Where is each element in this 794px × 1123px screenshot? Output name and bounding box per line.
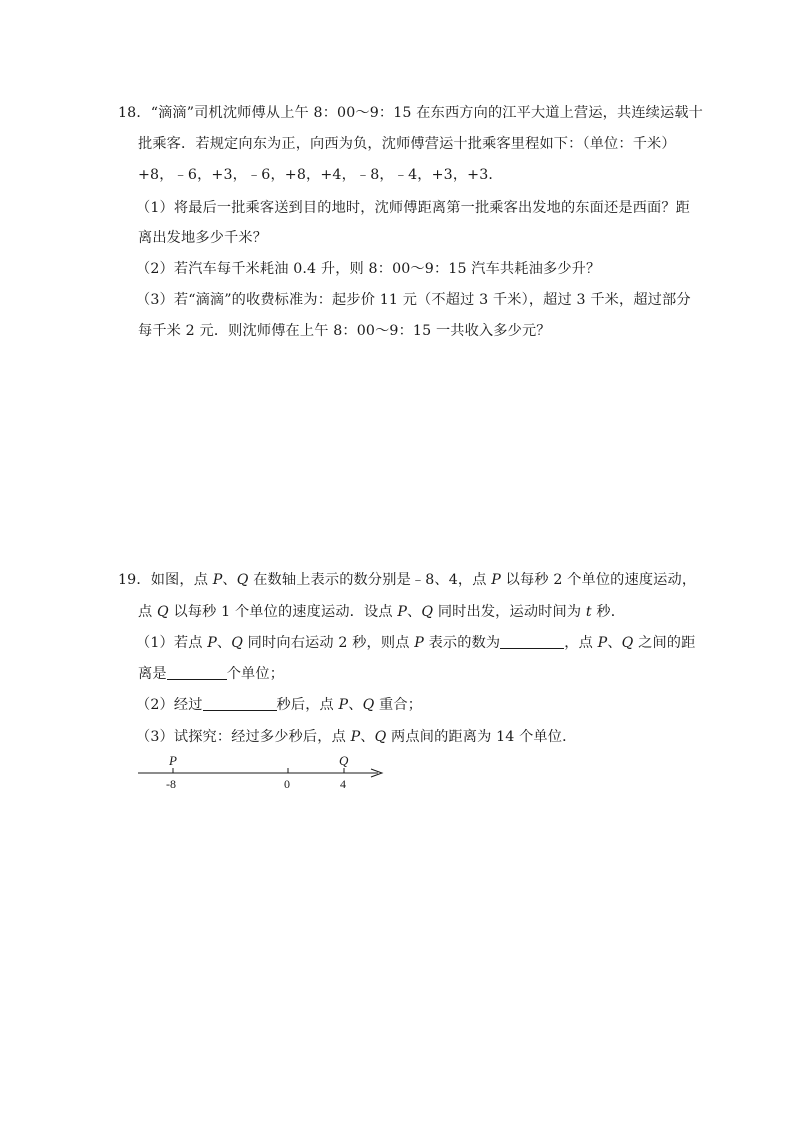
var-p: P — [597, 635, 608, 651]
q19-line-2 — [138, 602, 625, 622]
var-q: Q — [362, 697, 375, 713]
q18-part-1-line-2: 离出发地多少千米？ — [138, 230, 268, 246]
var-p: P — [491, 572, 501, 588]
q19-text: （3）试探究：经过多少秒后，点 — [136, 729, 351, 745]
answer-blank-p-position[interactable] — [500, 633, 564, 649]
var-q: Q — [157, 604, 169, 620]
q19-text: 同时向右运动 2 秒，则点 — [243, 635, 415, 651]
var-q: Q — [621, 635, 634, 651]
q19-text: 离是 — [138, 666, 167, 682]
q19-text: （1）若点 — [136, 635, 208, 651]
var-p: P — [350, 729, 361, 745]
q19-part-1-line-1 — [136, 633, 695, 653]
number-line-figure — [130, 748, 400, 796]
q19-text: 秒． — [591, 604, 626, 620]
q19-text: 重合； — [374, 697, 423, 713]
q19-text: 在数轴上表示的数分别是﹣8、4，点 — [248, 572, 492, 588]
q18-line-1: 18．“滴滴”司机沈师傅从上午 8：00～9：15 在东西方向的江平大道上营运，共连续运载十 — [118, 105, 704, 121]
var-q: Q — [374, 729, 387, 745]
q19-sep: 、 — [607, 635, 622, 651]
q19-text: 以每秒 2 个单位的速度运动， — [500, 572, 697, 588]
q19-sep: 、 — [222, 572, 237, 588]
q19-text: 点 — [138, 604, 157, 620]
q19-text: 同时出发，运动时间为 — [433, 604, 586, 620]
var-p: P — [397, 604, 408, 620]
q18-part-3-line-1: （3）若“滴滴”的收费标准为：起步价 11 元（不超过 3 千米），超过 3 千米，超过部分 — [136, 292, 691, 308]
var-p: P — [212, 572, 223, 588]
var-t: t — [585, 604, 592, 620]
q19-text: 个单位； — [226, 666, 285, 682]
q19-part-1-line-2 — [138, 664, 284, 684]
var-q: Q — [236, 572, 249, 588]
q19-text: 表示的数为 — [423, 635, 501, 651]
q19-part-2 — [136, 695, 422, 715]
q19-text: 两点间的距离为 14 个单位． — [386, 729, 577, 745]
var-p: P — [338, 697, 349, 713]
q19-sep: 、 — [348, 697, 363, 713]
tick-label-4: 4 — [340, 777, 346, 791]
q19-sep: 、 — [407, 604, 422, 620]
q19-sep: 、 — [360, 729, 375, 745]
q18-part-2: （2）若汽车每千米耗油 0.4 升，则 8：00～9：15 汽车共耗油多少升？ — [136, 261, 601, 277]
q19-sep: 、 — [216, 635, 232, 651]
point-p-label: P — [169, 753, 177, 768]
var-q: Q — [421, 604, 434, 620]
q19-line-1 — [118, 570, 696, 590]
q18-mileage-data: +8，﹣6，+3，﹣6，+8，+4，﹣8，﹣4，+3，+3． — [138, 167, 503, 183]
q18-line-2: 批乘客．若规定向东为正，向西为负，沈师傅营运十批乘客里程如下：（单位：千米） — [138, 136, 676, 152]
var-p: P — [207, 635, 217, 651]
answer-blank-seconds[interactable] — [203, 695, 277, 711]
q19-text: 之间的距 — [633, 635, 696, 651]
tick-label-neg8: -8 — [166, 777, 176, 791]
var-q: Q — [231, 635, 244, 651]
q18-part-3-line-2: 每千米 2 元．则沈师傅在上午 8：00～9：15 一共收入多少元？ — [138, 323, 551, 339]
q19-text: ，点 — [564, 635, 598, 651]
answer-blank-distance[interactable] — [167, 664, 227, 680]
point-q-label: Q — [339, 753, 349, 768]
q19-part-3 — [136, 727, 576, 747]
tick-label-0: 0 — [284, 777, 290, 791]
q19-text: 以每秒 1 个单位的速度运动．设点 — [168, 604, 398, 620]
q18-part-1-line-1: （1）将最后一批乘客送到目的地时，沈师傅距离第一批乘客出发地的东面还是西面？距 — [136, 200, 691, 216]
q19-text: 19．如图，点 — [118, 572, 213, 588]
var-p: P — [414, 635, 424, 651]
q19-text: 秒后，点 — [276, 697, 339, 713]
q19-text: （2）经过 — [136, 697, 203, 713]
